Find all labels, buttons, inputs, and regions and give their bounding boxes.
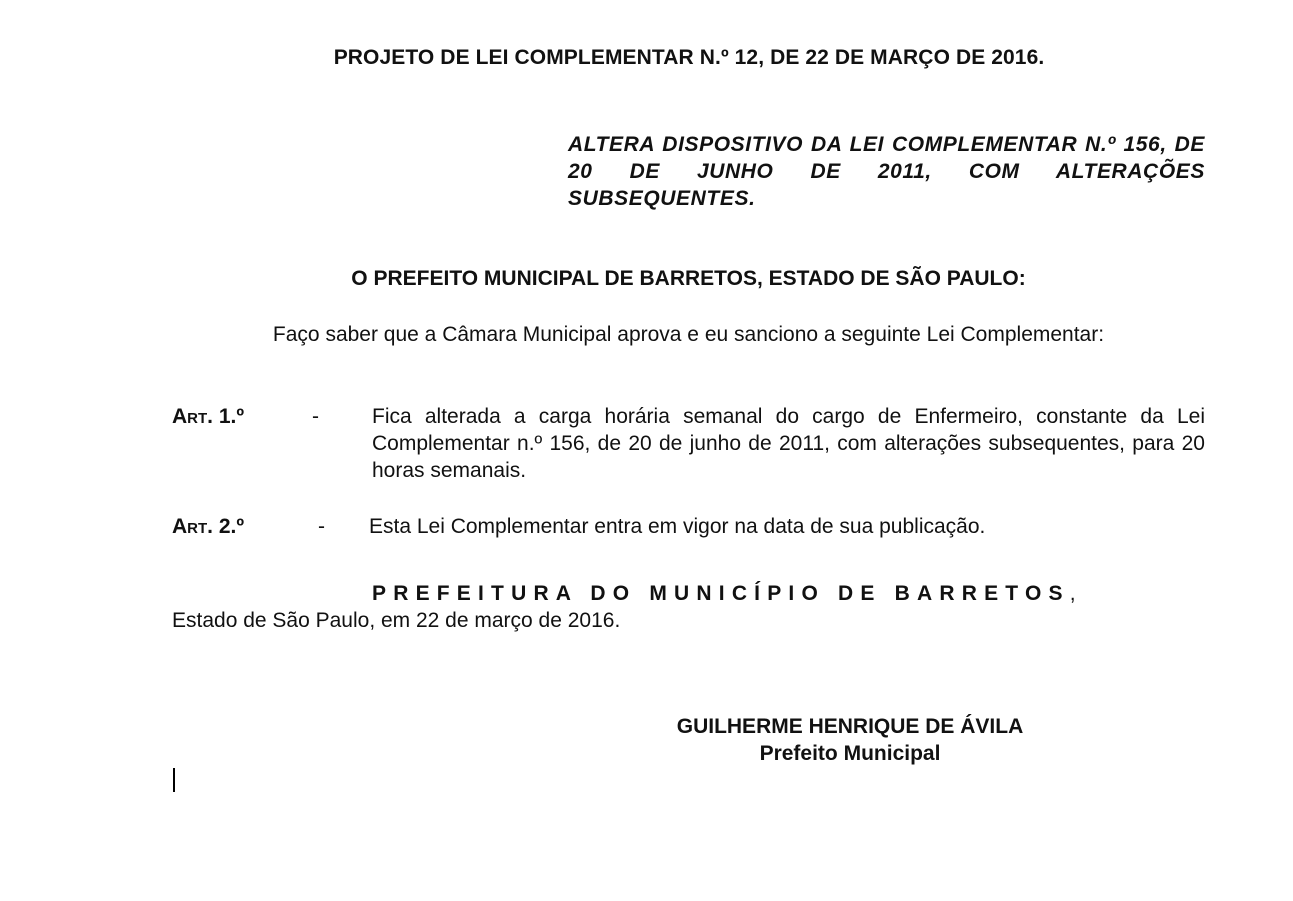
article-2-text: Esta Lei Complementar entra em vigor na data de sua publicação. — [369, 515, 986, 538]
article-1-text: Fica alterada a carga horária semanal do cargo de Enfermeiro, constante da Lei Complementar n.º 156, de 20 de junho de 2011, com alterações subsequentes, para 20 horas semanais. — [372, 405, 1205, 482]
ementa: ALTERA DISPOSITIVO DA LEI COMPLEMENTAR N.º 156, DE 20 DE JUNHO DE 2011, COM ALTERAÇÕES SUBSEQUENTES. — [568, 133, 1205, 210]
document-title — [0, 46, 1293, 70]
closing-entity: PREFEITURA DO MUNICÍPIO DE BARRETOS — [372, 582, 1070, 605]
article-1-dash: - — [312, 405, 319, 428]
closing — [172, 580, 1205, 634]
closing-place-date: Estado de São Paulo, em 22 de março de 2016. — [172, 609, 621, 632]
preamble: O PREFEITO MUNICIPAL DE BARRETOS, ESTADO DE SÃO PAULO: — [351, 267, 1026, 290]
enacting-clause: Faço saber que a Câmara Municipal aprova e eu sanciono a seguinte Lei Complementar: — [272, 323, 1105, 346]
text-cursor[interactable] — [173, 768, 175, 792]
document-title-text: PROJETO DE LEI COMPLEMENTAR N.º 12, DE 22 DE MARÇO DE 2016. — [333, 46, 1045, 69]
closing-comma: , — [1069, 582, 1076, 605]
signature-block — [560, 713, 1140, 767]
signature-role: Prefeito Municipal — [759, 742, 941, 765]
article-2-dash: - — [318, 515, 325, 538]
signature-name: GUILHERME HENRIQUE DE ÁVILA — [676, 715, 1024, 738]
article-2-label: Art. 2.º — [172, 515, 245, 538]
closing-entity-line — [172, 580, 1205, 607]
article-1-label: Art. 1.º — [172, 405, 245, 428]
